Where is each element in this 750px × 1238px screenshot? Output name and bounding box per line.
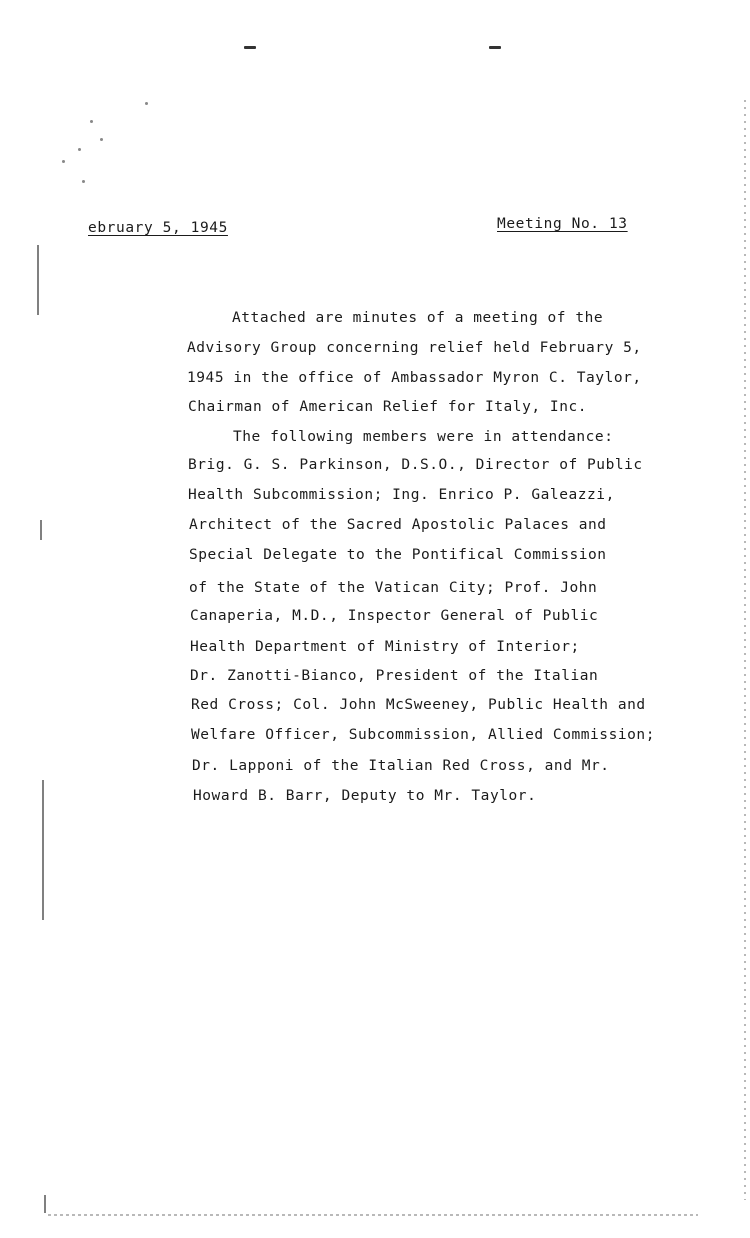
- body-line: Welfare Officer, Subcommission, Allied Commission;: [191, 727, 655, 743]
- scan-speck: [78, 148, 81, 151]
- body-line: Health Subcommission; Ing. Enrico P. Galeazzi,: [188, 487, 615, 503]
- body-line: The following members were in attendance:: [233, 429, 614, 445]
- scan-speck: [145, 102, 148, 105]
- document-date: ebruary 5, 1945: [88, 220, 228, 236]
- scan-speck: [62, 160, 65, 163]
- scan-edge: [744, 100, 746, 1200]
- body-line: Attached are minutes of a meeting of the: [232, 310, 604, 326]
- scan-edge: [37, 245, 39, 315]
- scan-edge: [40, 520, 42, 540]
- scan-speck: [100, 138, 103, 141]
- scan-edge: [44, 1195, 46, 1213]
- body-line: 1945 in the office of Ambassador Myron C. Taylor,: [187, 370, 642, 386]
- scan-mark: [489, 46, 501, 49]
- body-line: Canaperia, M.D., Inspector General of Public: [190, 608, 599, 624]
- body-line: Dr. Lapponi of the Italian Red Cross, and Mr.: [192, 758, 610, 774]
- body-line: Health Department of Ministry of Interior;: [190, 639, 580, 655]
- body-line: Dr. Zanotti-Bianco, President of the Italian: [190, 668, 599, 684]
- body-line: Red Cross; Col. John McSweeney, Public Health and: [191, 697, 646, 713]
- scan-speck: [82, 180, 85, 183]
- scan-mark: [244, 46, 256, 49]
- body-line: Chairman of American Relief for Italy, Inc.: [188, 399, 588, 415]
- body-line: Howard B. Barr, Deputy to Mr. Taylor.: [193, 788, 537, 804]
- body-line: Brig. G. S. Parkinson, D.S.O., Director of Public: [188, 457, 643, 473]
- body-line: of the State of the Vatican City; Prof. John: [189, 580, 598, 596]
- body-line: Architect of the Sacred Apostolic Palaces and: [189, 517, 607, 533]
- meeting-number: Meeting No. 13: [497, 216, 628, 232]
- body-line: Special Delegate to the Pontifical Commission: [189, 547, 607, 563]
- scan-speck: [90, 120, 93, 123]
- body-line: Advisory Group concerning relief held February 5,: [187, 340, 642, 356]
- scan-edge: [42, 780, 44, 920]
- scan-edge: [48, 1214, 698, 1216]
